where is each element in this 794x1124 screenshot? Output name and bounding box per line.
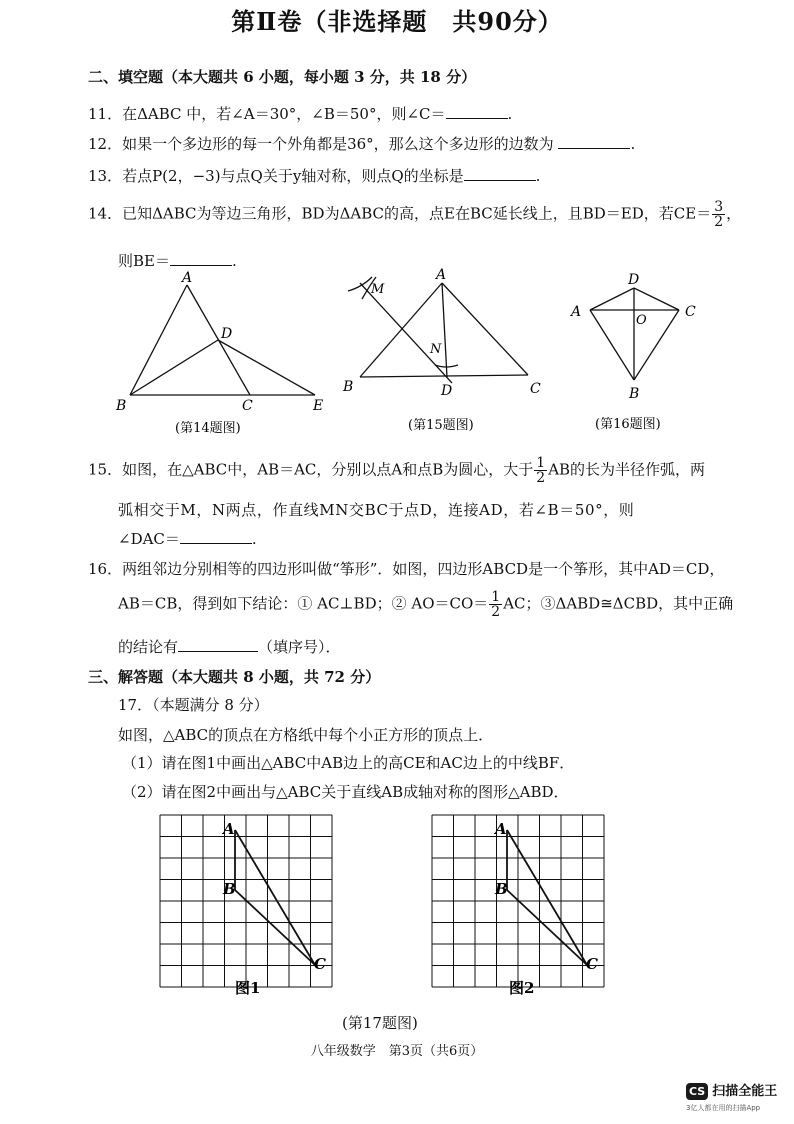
label-o: O xyxy=(636,313,647,328)
question-text: 的结论有 xyxy=(118,638,179,656)
fraction-numerator: 1 xyxy=(536,455,546,471)
scanner-watermark xyxy=(686,1080,777,1113)
label-d: D xyxy=(441,383,453,399)
label-b: B xyxy=(116,398,127,414)
fraction-denominator: 2 xyxy=(536,470,546,486)
question-text: 两组邻边分别相等的四边形叫做“筝形”．如图，四边形ABCD是一个筝形，其中AD＝CD， xyxy=(122,560,725,578)
question-number: 15． xyxy=(88,460,123,479)
question-number: 12． xyxy=(88,135,123,153)
figure-caption: (第15题图) xyxy=(408,418,474,433)
edge-ab xyxy=(130,285,187,395)
question-text-cont: AC；③ΔABD≅ΔCBD，其中正确 xyxy=(503,594,734,613)
answer-blank xyxy=(446,104,508,119)
punctuation: . xyxy=(507,105,513,123)
question-text: 如图，在△ABC中，AB＝AC，分别以点A和点B为圆心，大于 xyxy=(122,460,534,479)
edge-ad xyxy=(590,288,634,310)
question-text: 在ΔABC 中，若∠A＝30°，∠B＝50°，则∠C＝ xyxy=(122,105,446,123)
punctuation: . xyxy=(535,167,541,185)
label-b: B xyxy=(495,880,508,898)
fraction xyxy=(712,200,725,229)
edge-ac xyxy=(235,830,315,965)
question-17-part1: （1）请在图1中画出△ABC中AB边上的高CE和AC边上的中线BF． xyxy=(122,754,575,772)
question-text-cont: （填序号）． xyxy=(258,638,341,656)
question-number: 13． xyxy=(88,167,123,185)
answer-blank xyxy=(464,166,536,181)
edge-ac xyxy=(442,283,528,375)
scanner-tagline: 3亿人都在用的扫描App xyxy=(686,1104,761,1112)
grid-figure-2 xyxy=(430,813,610,1003)
figure-16 xyxy=(565,268,715,440)
section-heading-solutions: 三、解答题（本大题共 8 小题，共 72 分） xyxy=(88,668,381,686)
label-m: M xyxy=(371,282,385,297)
question-number: 17． xyxy=(118,696,153,714)
question-text: 如果一个多边形的每一个外角都是36°，那么这个多边形的边数为 xyxy=(122,135,554,153)
label-c: C xyxy=(530,381,541,397)
question-16 xyxy=(88,558,724,579)
label-c: C xyxy=(586,955,598,973)
edge-ac xyxy=(507,830,587,965)
question-12 xyxy=(88,133,635,154)
grid-caption: 图2 xyxy=(509,979,535,997)
label-e: E xyxy=(313,398,324,414)
label-b: B xyxy=(223,880,236,898)
question-15 xyxy=(88,456,705,485)
edge-bc xyxy=(360,375,528,377)
question-number: 11． xyxy=(88,105,123,123)
figure-15 xyxy=(340,265,560,440)
punctuation: . xyxy=(630,135,636,153)
label-c: C xyxy=(685,304,696,320)
answer-blank xyxy=(178,637,258,652)
punctuation: ， xyxy=(726,204,742,223)
section-heading-fill-in: 二、填空题（本大题共 6 小题，每小题 3 分，共 18 分） xyxy=(88,68,477,86)
question-number: 16． xyxy=(88,560,123,578)
page-footer: 八年级数学 第3页（共6页） xyxy=(310,1044,484,1059)
question-15-line2: 弧相交于M，N两点，作直线MN交BC于点D，连接AD，若∠B＝50°，则 xyxy=(118,501,635,519)
answer-blank xyxy=(558,134,630,149)
fraction xyxy=(534,456,547,485)
question-text-cont: AB的长为半径作弧，两 xyxy=(548,460,706,479)
figure-17-caption: (第17题图) xyxy=(342,1014,418,1032)
fraction xyxy=(489,590,502,619)
segment-ad xyxy=(442,283,447,377)
label-a: A xyxy=(495,820,507,838)
question-text: 若点P(2，−3)与点Q关于y轴对称，则点Q的坐标是 xyxy=(122,167,464,185)
label-a: A xyxy=(436,267,447,283)
question-16-line3 xyxy=(118,636,341,657)
fraction-numerator: 1 xyxy=(491,589,501,605)
figure-14 xyxy=(110,270,340,440)
fraction-denominator: 2 xyxy=(491,604,501,620)
fraction-denominator: 2 xyxy=(714,214,724,230)
segment-bd xyxy=(130,340,218,395)
question-17-part2: （2）请在图2中画出与△ABC关于直线AB成轴对称的图形△ABD． xyxy=(122,783,569,801)
scanner-app-name: 扫描全能王 xyxy=(712,1084,778,1099)
label-a: A xyxy=(182,270,193,286)
question-16-line2 xyxy=(118,590,733,619)
fraction-numerator: 3 xyxy=(714,199,724,215)
question-text: 则BE＝ xyxy=(118,252,170,270)
question-17-header xyxy=(118,694,269,715)
punctuation: . xyxy=(231,252,237,270)
question-11 xyxy=(88,103,512,124)
edge-ab xyxy=(590,310,634,380)
label-d: D xyxy=(221,326,233,342)
answer-blank xyxy=(180,529,252,544)
question-17-intro: 如图，△ABC的顶点在方格纸中每个小正方形的顶点上． xyxy=(118,726,494,744)
question-14 xyxy=(88,200,741,229)
page-title: 第Ⅱ卷（非选择题 共90分） xyxy=(231,7,563,36)
question-15-line3 xyxy=(118,528,257,549)
punctuation: . xyxy=(251,530,257,548)
question-13 xyxy=(88,165,540,186)
label-n: N xyxy=(430,342,442,357)
question-number: 14． xyxy=(88,204,123,223)
label-c: C xyxy=(242,398,253,414)
scanner-logo-icon: CS xyxy=(686,1083,708,1100)
grid-figure-1 xyxy=(158,813,338,1003)
label-b: B xyxy=(629,386,640,402)
label-d: D xyxy=(628,272,640,288)
edge-cd xyxy=(634,288,679,310)
question-text: 已知ΔABC为等边三角形，BD为ΔABC的高，点E在BC延长线上，且BD＝ED，若CE＝ xyxy=(122,204,712,223)
label-a: A xyxy=(571,304,582,320)
label-c: C xyxy=(314,955,326,973)
figure-caption: (第14题图) xyxy=(175,421,241,436)
label-b: B xyxy=(343,379,354,395)
question-14-line2 xyxy=(118,250,237,271)
grid-caption: 图1 xyxy=(235,979,261,997)
segment-de xyxy=(218,340,315,395)
label-a: A xyxy=(223,820,235,838)
question-score: （本题满分 8 分） xyxy=(152,696,269,714)
line-mn xyxy=(360,283,452,383)
figure-caption: (第16题图) xyxy=(595,417,661,432)
answer-blank xyxy=(170,251,232,266)
question-text: AB＝CB，得到如下结论：① AC⊥BD；② AO＝CO＝ xyxy=(118,594,489,613)
question-text: ∠DAC＝ xyxy=(118,530,180,548)
